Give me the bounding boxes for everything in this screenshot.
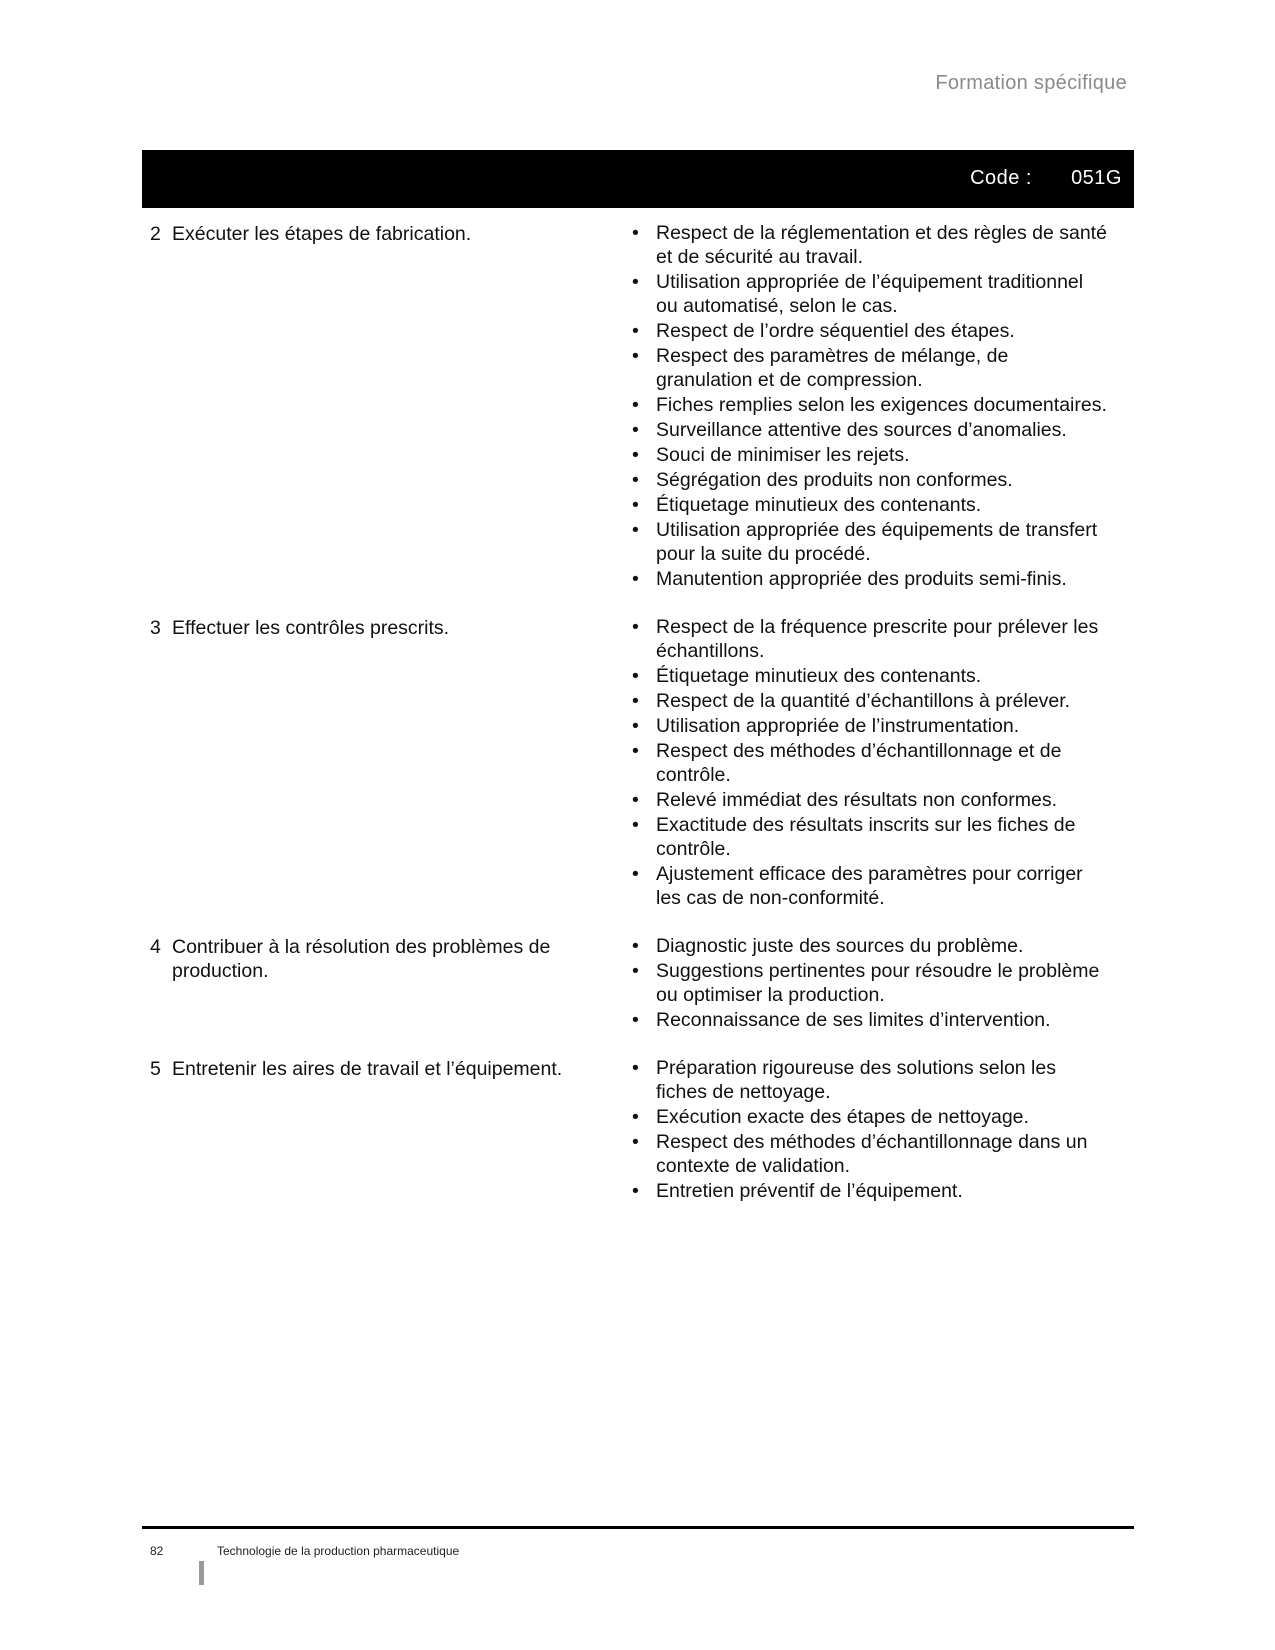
element-statement [142,221,630,246]
element-title: Contribuer à la résolution des problèmes de production. [172,936,551,982]
bullet-icon: • [632,814,639,836]
criterion-text: Relevé immédiat des résultats non conformes. [656,789,1058,811]
criterion-text: Utilisation appropriée des équipements de transfert pour la suite du procédé. [656,519,1098,565]
bullet-icon: • [632,419,639,441]
criterion-text: Respect de la fréquence prescrite pour prélever les échantillons. [656,616,1099,662]
element-number: 5 [150,1058,161,1080]
criterion-item [630,393,1110,417]
element-number: 2 [150,223,161,245]
criterion-item [630,1008,1110,1032]
bullet-icon: • [632,1180,639,1202]
criterion-text: Étiquetage minutieux des contenants. [656,665,982,687]
criterion-text: Fiches remplies selon les exigences documentaires. [656,394,1107,416]
bullet-icon: • [632,1106,639,1128]
criterion-text: Respect des méthodes d’échantillonnage et de contrôle. [656,740,1062,786]
footer-page-number: 82 [150,1544,164,1558]
criterion-item [630,689,1110,713]
criterion-item [630,493,1110,517]
criterion-text: Utilisation appropriée de l’équipement traditionnel ou automatisé, selon le cas. [656,271,1084,317]
element-statement [142,1056,630,1081]
element-statement [142,615,630,640]
bullet-icon: • [632,1131,639,1153]
bullet-icon: • [632,271,639,293]
criterion-item [630,443,1110,467]
element-row [142,1056,1134,1204]
criterion-text: Surveillance attentive des sources d’anomalies. [656,419,1067,441]
bullet-icon: • [632,789,639,811]
bullet-icon: • [632,345,639,367]
criterion-text: Souci de minimiser les rejets. [656,444,910,466]
criterion-text: Respect de la quantité d’échantillons à prélever. [656,690,1071,712]
criterion-text: Reconnaissance de ses limites d’intervention. [656,1009,1051,1031]
element-title: Effectuer les contrôles prescrits. [172,617,450,639]
element-number: 3 [150,617,161,639]
footer-rule [142,1526,1134,1529]
criterion-text: Exécution exacte des étapes de nettoyage. [656,1106,1029,1128]
footer-margin-mark [199,1561,204,1585]
code-bar [142,150,1134,208]
criterion-item [630,567,1110,591]
criterion-item [630,1179,1110,1203]
criterion-item [630,739,1110,787]
bullet-icon: • [632,394,639,416]
criterion-item [630,934,1110,958]
criterion-text: Respect de la réglementation et des règles de santé et de sécurité au travail. [656,222,1107,268]
criterion-item [630,1105,1110,1129]
criterion-item [630,418,1110,442]
competency-elements-table [142,221,1134,1227]
criterion-item [630,270,1110,318]
bullet-icon: • [632,1009,639,1031]
footer-document-title: Technologie de la production pharmaceutique [217,1544,460,1558]
element-row [142,615,1134,911]
criterion-text: Respect des paramètres de mélange, de granulation et de compression. [656,345,1009,391]
bullet-icon: • [632,665,639,687]
element-title: Entretenir les aires de travail et l’équipement. [172,1058,563,1080]
criterion-text: Utilisation appropriée de l’instrumentation. [656,715,1020,737]
bullet-icon: • [632,740,639,762]
performance-criteria-list [630,615,1110,911]
bullet-icon: • [632,568,639,590]
bullet-icon: • [632,320,639,342]
performance-criteria-list [630,934,1110,1033]
bullet-icon: • [632,715,639,737]
element-row [142,221,1134,592]
criterion-item [630,468,1110,492]
criterion-item [630,959,1110,1007]
criterion-item [630,319,1110,343]
bullet-icon: • [632,960,639,982]
bullet-icon: • [632,935,639,957]
criterion-item [630,664,1110,688]
code-value: 051G [1071,167,1122,189]
bullet-icon: • [632,519,639,541]
criterion-text: Exactitude des résultats inscrits sur les fiches de contrôle. [656,814,1076,860]
criterion-text: Entretien préventif de l’équipement. [656,1180,963,1202]
running-header-title: Formation spécifique [935,72,1127,94]
criterion-item [630,862,1110,910]
performance-criteria-list [630,1056,1110,1204]
criterion-item [630,221,1110,269]
criterion-item [630,1130,1110,1178]
criterion-text: Manutention appropriée des produits semi-finis. [656,568,1067,590]
bullet-icon: • [632,863,639,885]
bullet-icon: • [632,494,639,516]
element-number: 4 [150,936,161,958]
criterion-item [630,714,1110,738]
criterion-text: Ségrégation des produits non conformes. [656,469,1013,491]
element-row [142,934,1134,1033]
code-label: Code : [970,167,1032,189]
bullet-icon: • [632,1057,639,1079]
criterion-text: Diagnostic juste des sources du problème. [656,935,1024,957]
criterion-item [630,518,1110,566]
bullet-icon: • [632,469,639,491]
criterion-item [630,344,1110,392]
criterion-text: Ajustement efficace des paramètres pour corriger les cas de non-conformité. [656,863,1083,909]
criterion-item [630,813,1110,861]
criterion-item [630,615,1110,663]
element-title: Exécuter les étapes de fabrication. [172,223,472,245]
performance-criteria-list [630,221,1110,592]
criterion-text: Étiquetage minutieux des contenants. [656,494,982,516]
criterion-text: Suggestions pertinentes pour résoudre le problème ou optimiser la production. [656,960,1100,1006]
criterion-text: Respect de l’ordre séquentiel des étapes. [656,320,1015,342]
bullet-icon: • [632,222,639,244]
bullet-icon: • [632,616,639,638]
criterion-text: Respect des méthodes d’échantillonnage dans un contexte de validation. [656,1131,1088,1177]
bullet-icon: • [632,444,639,466]
criterion-item [630,1056,1110,1104]
bullet-icon: • [632,690,639,712]
criterion-item [630,788,1110,812]
element-statement [142,934,630,983]
criterion-text: Préparation rigoureuse des solutions selon les fiches de nettoyage. [656,1057,1056,1103]
